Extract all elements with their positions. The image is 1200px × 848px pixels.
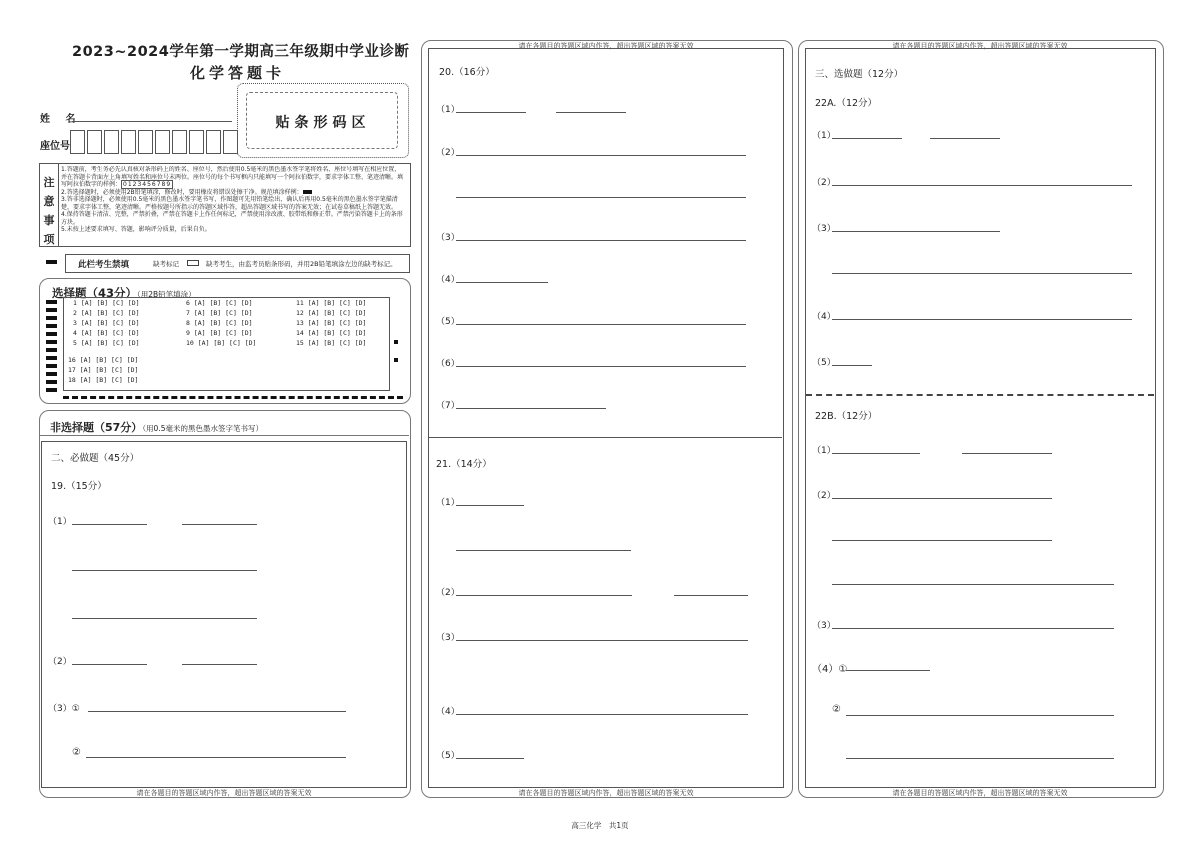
q20-part6-blank[interactable] <box>456 366 746 367</box>
q22b-part4-blank-1[interactable] <box>846 670 930 671</box>
seat-box[interactable] <box>172 130 187 154</box>
q20-part1-blank-b[interactable] <box>556 112 626 113</box>
q22b-part3-blank[interactable] <box>832 628 1114 629</box>
notice-item-1: 1.答题前，考生务必先认真核对条形码上的姓名、座位号，然后使用0.5毫米的黑色墨水签字笔将姓名、座位号填写在相应位置，并在答题卡背面左上角填写姓名和座位号末两位。座位号的每个书写框内只能填写一个阿拉伯数字，要求字体工整、笔迹清晰。填写阿拉伯数字的样例： 0123456789 <box>61 166 404 188</box>
timing-mark <box>46 324 57 328</box>
notice-title-char: 项 <box>43 233 55 246</box>
barcode-label: 贴条形码区 <box>275 115 371 131</box>
timing-mark <box>46 348 57 352</box>
q20-q21-divider <box>429 437 782 438</box>
q22a-part2-blank[interactable] <box>832 185 1132 186</box>
q22a-part4-label: （4） <box>812 312 836 322</box>
bottom-warning-left: 请在各题目的答题区域内作答，超出答题区域的答案无效 <box>136 789 312 797</box>
bottom-warning-right: 请在各题目的答题区域内作答，超出答题区域的答案无效 <box>892 789 1068 797</box>
sample-digits: 0123456789 <box>123 181 172 188</box>
notice-title <box>40 164 59 246</box>
seat-label: 座位号 <box>40 141 70 152</box>
timing-mark <box>46 340 57 344</box>
choice-q15[interactable]: 15 [A] [B] [C] [D] <box>296 339 367 347</box>
q20-21-answer-box <box>428 48 784 788</box>
q20-part5-blank[interactable] <box>456 324 746 325</box>
seat-box[interactable] <box>87 130 102 154</box>
choice-q18[interactable]: 18 [A] [B] [C] [D] <box>68 376 139 384</box>
notice-item-3: 3.答非选择题时，必须使用0.5毫米的黑色墨水签字笔书写，作图题可先用铅笔绘出，确认后再用0.5毫米的黑色墨水签字笔描清楚，要求字体工整，笔迹清晰。严格按题号所指示的答题区域作答，超出答题区域书写的答案无效；在试卷草稿纸上答题无效。 <box>61 196 398 211</box>
q22b-part4-blank-2[interactable] <box>846 715 1114 716</box>
nonchoice-note: （用0.5毫米的黑色墨水签字笔书写） <box>142 424 263 433</box>
timing-mark <box>46 332 57 336</box>
q22a-part3-label: （3） <box>812 224 836 234</box>
square-mark <box>394 358 398 362</box>
q21-part1-label: （1） <box>436 498 460 508</box>
q20-part2-label: （2） <box>436 148 460 158</box>
choice-q9[interactable]: 9 [A] [B] [C] [D] <box>186 329 253 337</box>
nonchoice-header-divider <box>40 435 409 436</box>
q22a-part3-blank-b[interactable] <box>832 273 1132 274</box>
q20-part3-blank[interactable] <box>456 240 746 241</box>
q19-part2-label: （2） <box>48 657 72 667</box>
timing-mark <box>46 308 57 312</box>
q22b-title: 22B.（12分） <box>815 411 878 422</box>
timing-mark <box>46 260 57 264</box>
q19-part1-blank-c[interactable] <box>72 570 257 571</box>
seat-box[interactable] <box>206 130 221 154</box>
nonchoice-title-text: 非选择题（57分） <box>50 421 143 434</box>
q19-part1-blank-a[interactable] <box>72 524 147 525</box>
q19-part1-blank-d[interactable] <box>72 618 257 619</box>
barcode-area <box>237 83 409 158</box>
choice-q12[interactable]: 12 [A] [B] [C] [D] <box>296 309 367 317</box>
seat-box[interactable] <box>104 130 119 154</box>
choice-q11[interactable]: 11 [A] [B] [C] [D] <box>296 299 367 307</box>
choice-q17[interactable]: 17 [A] [B] [C] [D] <box>68 366 139 374</box>
seat-box[interactable] <box>155 130 170 154</box>
q21-part4-label: （4） <box>436 707 460 717</box>
choice-q16[interactable]: 16 [A] [B] [C] [D] <box>68 356 139 364</box>
timing-mark <box>46 316 57 320</box>
q22a-part4-blank[interactable] <box>832 319 1132 320</box>
q22b-part2-blank-c[interactable] <box>832 584 1114 585</box>
notice-box <box>39 163 411 247</box>
seat-box[interactable] <box>70 130 85 154</box>
optional-title: 三、选做题（12分） <box>815 69 904 80</box>
name-label: 姓 名 <box>40 114 82 125</box>
q22a-q22b-divider <box>806 394 1154 396</box>
top-warning-right: 请在各题目的答题区域内作答，超出答题区域的答案无效 <box>892 42 1068 50</box>
q19-part2-blank-b[interactable] <box>182 664 257 665</box>
q20-part7-label: （7） <box>436 401 460 411</box>
q20-part4-label: （4） <box>436 275 460 285</box>
q21-part2-label: （2） <box>436 588 460 598</box>
notice-title-char: 注 <box>43 176 55 189</box>
q22b-part1-label: （1） <box>812 446 836 456</box>
q22a-part1-label: （1） <box>812 131 836 141</box>
timing-mark <box>46 388 57 392</box>
q20-part1-label: （1） <box>436 105 460 115</box>
q20-part2-blank-a[interactable] <box>456 155 746 156</box>
absent-note: 缺考考生，由监考员贴条形码，并用2B铅笔填涂左边的缺考标记。 <box>206 260 397 268</box>
absent-mark-label: 缺考标记 <box>153 260 179 268</box>
q19-part3-sub2-label: ② <box>72 747 81 758</box>
choice-q7[interactable]: 7 [A] [B] [C] [D] <box>186 309 253 317</box>
choice-q2[interactable]: 2 [A] [B] [C] [D] <box>73 309 140 317</box>
q20-part3-label: （3） <box>436 233 460 243</box>
q22a-part2-label: （2） <box>812 178 836 188</box>
q19-part2-blank-a[interactable] <box>72 664 147 665</box>
q21-part1-blank-b[interactable] <box>456 550 631 551</box>
timing-mark <box>46 364 57 368</box>
q22a-title: 22A.（12分） <box>815 98 878 109</box>
q19-part3-label: （3）① <box>48 704 80 714</box>
top-warning-middle: 请在各题目的答题区域内作答，超出答题区域的答案无效 <box>518 42 694 50</box>
q20-part2-blank-b[interactable] <box>456 197 746 198</box>
seat-number-boxes[interactable] <box>70 130 240 154</box>
q20-part4-blank[interactable] <box>456 282 548 283</box>
choice-q14[interactable]: 14 [A] [B] [C] [D] <box>296 329 367 337</box>
seat-box[interactable] <box>223 130 238 154</box>
q22a-part1-blank-b[interactable] <box>930 138 1000 139</box>
q22b-part1-blank-a[interactable] <box>832 453 920 454</box>
q21-part5-blank[interactable] <box>456 758 524 759</box>
q21-part3-label: （3） <box>436 633 460 643</box>
notice-item-2: 2.答选择题时，必须使用2B铅笔填涂，修改时，要用橡皮将错误处擦干净。规范填涂样例： <box>61 189 406 197</box>
q22b-part1-blank-b[interactable] <box>962 453 1052 454</box>
q20-part7-blank[interactable] <box>456 408 606 409</box>
choice-q10[interactable]: 10 [A] [B] [C] [D] <box>186 339 257 347</box>
q22a-part5-label: （5） <box>812 358 836 368</box>
q20-title: 20.（16分） <box>439 67 495 78</box>
nonchoice-title <box>50 416 263 435</box>
q21-part1-blank-a[interactable] <box>456 505 524 506</box>
timing-mark <box>46 372 57 376</box>
dash-line <box>63 396 403 399</box>
q19-part3-blank-2[interactable] <box>86 757 346 758</box>
q22b-part2-label: （2） <box>812 491 836 501</box>
timing-mark <box>46 300 57 304</box>
q19-answer-box <box>41 441 407 788</box>
q19-part1-label: （1） <box>48 517 72 527</box>
fill-sample <box>303 190 312 194</box>
notice-title-char: 事 <box>43 214 55 227</box>
q21-part2-blank-b[interactable] <box>674 595 748 596</box>
q22b-part3-label: （3） <box>812 621 836 631</box>
choice-q3[interactable]: 3 [A] [B] [C] [D] <box>73 319 140 327</box>
q22b-part4-sub2-label: ② <box>832 704 841 715</box>
q19-part1-blank-b[interactable] <box>182 524 257 525</box>
absent-row <box>65 254 410 273</box>
choice-q4[interactable]: 4 [A] [B] [C] [D] <box>73 329 140 337</box>
q22b-part2-blank-b[interactable] <box>832 540 1052 541</box>
seat-box[interactable] <box>121 130 136 154</box>
q21-part2-blank-a[interactable] <box>456 595 632 596</box>
seat-box[interactable] <box>189 130 204 154</box>
choice-note: （用2B铅笔填涂） <box>137 290 196 299</box>
absent-checkbox[interactable] <box>187 260 199 266</box>
q19-part3-blank-1[interactable] <box>88 711 346 712</box>
exam-title: 2023~2024学年第一学期高三年级期中学业诊断 <box>72 44 410 60</box>
timing-mark <box>46 356 57 360</box>
notice-title-char: 意 <box>43 195 55 208</box>
q21-part4-blank[interactable] <box>456 714 748 715</box>
q22b-part2-blank-a[interactable] <box>832 498 1052 499</box>
q20-part1-blank-a[interactable] <box>456 112 526 113</box>
choice-q13[interactable]: 13 [A] [B] [C] [D] <box>296 319 367 327</box>
name-input-line[interactable] <box>72 121 232 122</box>
exam-subtitle: 化学答题卡 <box>190 64 286 82</box>
square-mark <box>394 340 398 344</box>
timing-mark <box>46 380 57 384</box>
choice-title-text: 选择题（43分） <box>52 286 138 300</box>
choice-q6[interactable]: 6 [A] [B] [C] [D] <box>186 299 253 307</box>
notice-items <box>61 166 406 244</box>
choice-q5[interactable]: 5 [A] [B] [C] [D] <box>73 339 140 347</box>
bottom-warning-middle: 请在各题目的答题区域内作答，超出答题区域的答案无效 <box>518 789 694 797</box>
q22b-part4-blank-3[interactable] <box>846 758 1114 759</box>
notice-item-5: 5.未按上述要求填写、答题，影响评分质量，后果自负。 <box>61 226 211 233</box>
required-title: 二、必做题（45分） <box>51 453 140 464</box>
absent-label: 此栏考生禁填 <box>78 260 130 270</box>
choice-q1[interactable]: 1 [A] [B] [C] [D] <box>73 299 140 307</box>
q22a-part5-blank[interactable] <box>832 365 872 366</box>
q21-part5-label: （5） <box>436 751 460 761</box>
q22b-part4-label: （4）① <box>812 664 848 675</box>
q22a-part3-blank-a[interactable] <box>832 231 1000 232</box>
q20-part6-label: （6） <box>436 359 460 369</box>
seat-box[interactable] <box>138 130 153 154</box>
q19-title: 19.（15分） <box>51 481 107 492</box>
q21-title: 21.（14分） <box>436 459 492 470</box>
q20-part5-label: （5） <box>436 317 460 327</box>
q21-part3-blank[interactable] <box>456 640 748 641</box>
q22a-part1-blank-a[interactable] <box>832 138 902 139</box>
choice-q8[interactable]: 8 [A] [B] [C] [D] <box>186 319 253 327</box>
page-footer: 高三化学 共1页 <box>571 821 629 830</box>
notice-item-4: 4.保持答题卡清洁、完整，严禁折叠，严禁在答题卡上作任何标记，严禁使用涂改液、胶带纸和修正带。严禁污染答题卡上的条形方块。 <box>61 211 403 226</box>
